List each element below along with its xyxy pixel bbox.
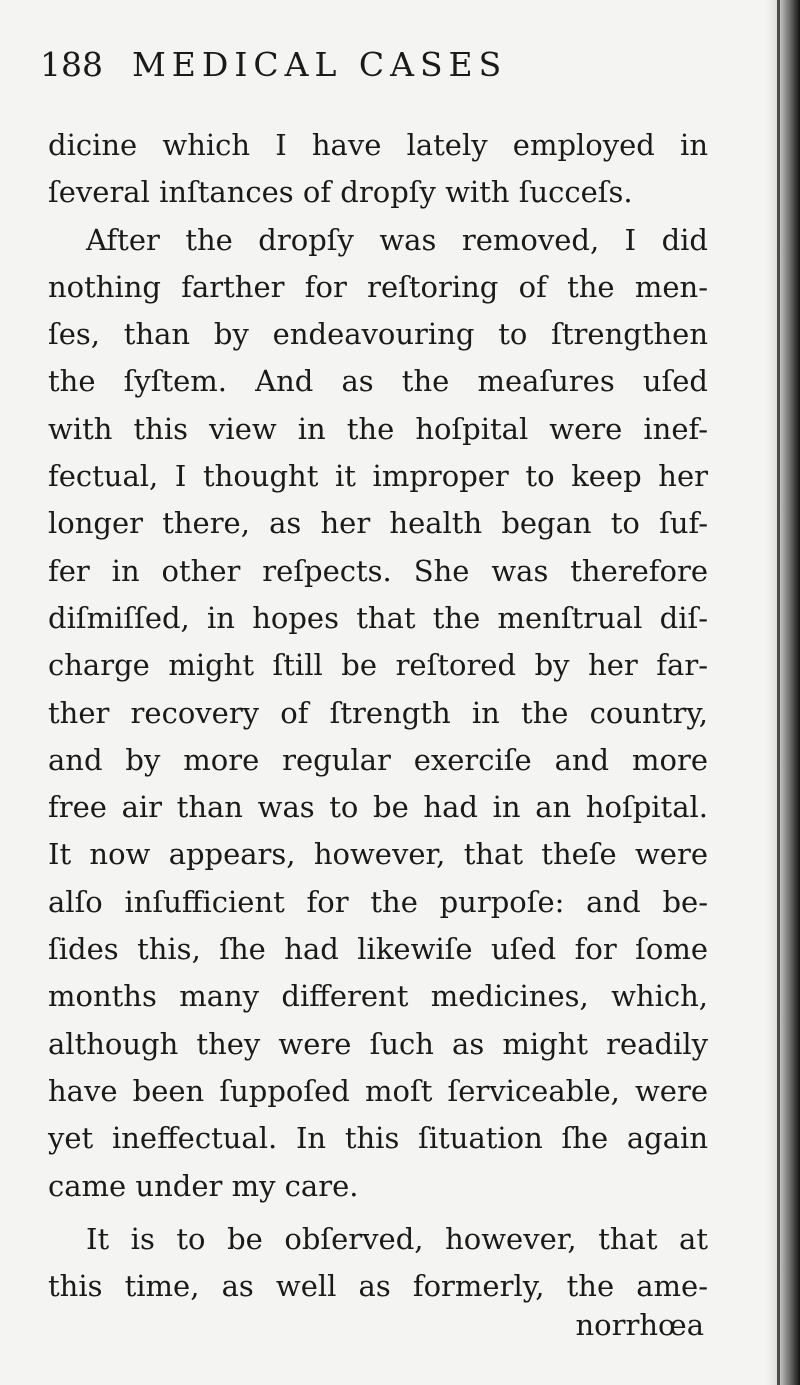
- text-line: dicine which I have lately employed in: [48, 128, 708, 162]
- text-line: alſo inſufficient for the purpoſe: and be-: [48, 884, 708, 919]
- text-line: ſes, than by endeavouring to ſtrengthen: [48, 317, 708, 352]
- text-line: although they were ſuch as might readily: [48, 1026, 708, 1061]
- text-line: It is to be obſerved, however, that at: [86, 1221, 708, 1256]
- text-line: longer there, as her health began to ſuf-: [48, 506, 708, 541]
- text-line: After the dropſy was removed, I did: [86, 222, 708, 257]
- text-line: months many different medicines, which,: [48, 979, 708, 1014]
- text-line: ſides this, ſhe had likewiſe uſed for ſome: [48, 932, 708, 967]
- text-line: fectual, I thought it improper to keep her: [48, 459, 708, 494]
- body-text: [48, 122, 708, 1310]
- running-header: [40, 40, 680, 90]
- text-line: free air than was to be had in an hoſpital.: [48, 790, 708, 825]
- binding-shadow: [766, 0, 800, 1385]
- text-line: nothing farther for reſtoring of the men-: [48, 269, 708, 304]
- text-line: charge might ſtill be reſtored by her far-: [48, 648, 708, 683]
- page-number: 188: [40, 45, 103, 84]
- text-line: diſmiſſed, in hopes that the menſtrual diſ-: [48, 600, 708, 635]
- text-line: fer in other reſpects. She was therefore: [48, 553, 708, 588]
- text-line: the ſyſtem. And as the meaſures uſed: [48, 364, 708, 399]
- binding-edge: [777, 0, 780, 1385]
- text-line: It now appears, however, that theſe were: [48, 837, 708, 872]
- text-line: and by more regular exerciſe and more: [48, 742, 708, 777]
- catchword: norrhœa: [575, 1308, 704, 1342]
- text-line: with this view in the hoſpital were inef-: [48, 411, 708, 446]
- running-title: MEDICAL CASES: [132, 45, 508, 84]
- text-line: have been ſuppoſed moſt ſerviceable, were: [48, 1073, 708, 1108]
- text-line: came under my care.: [48, 1168, 359, 1203]
- text-line: ther recovery of ſtrength in the country,: [48, 695, 708, 730]
- text-line: ſeveral inſtances of dropſy with ſucceſs.: [48, 175, 633, 210]
- text-line: this time, as well as formerly, the ame-: [48, 1269, 708, 1304]
- text-line: yet ineffectual. In this ſituation ſhe again: [48, 1121, 708, 1156]
